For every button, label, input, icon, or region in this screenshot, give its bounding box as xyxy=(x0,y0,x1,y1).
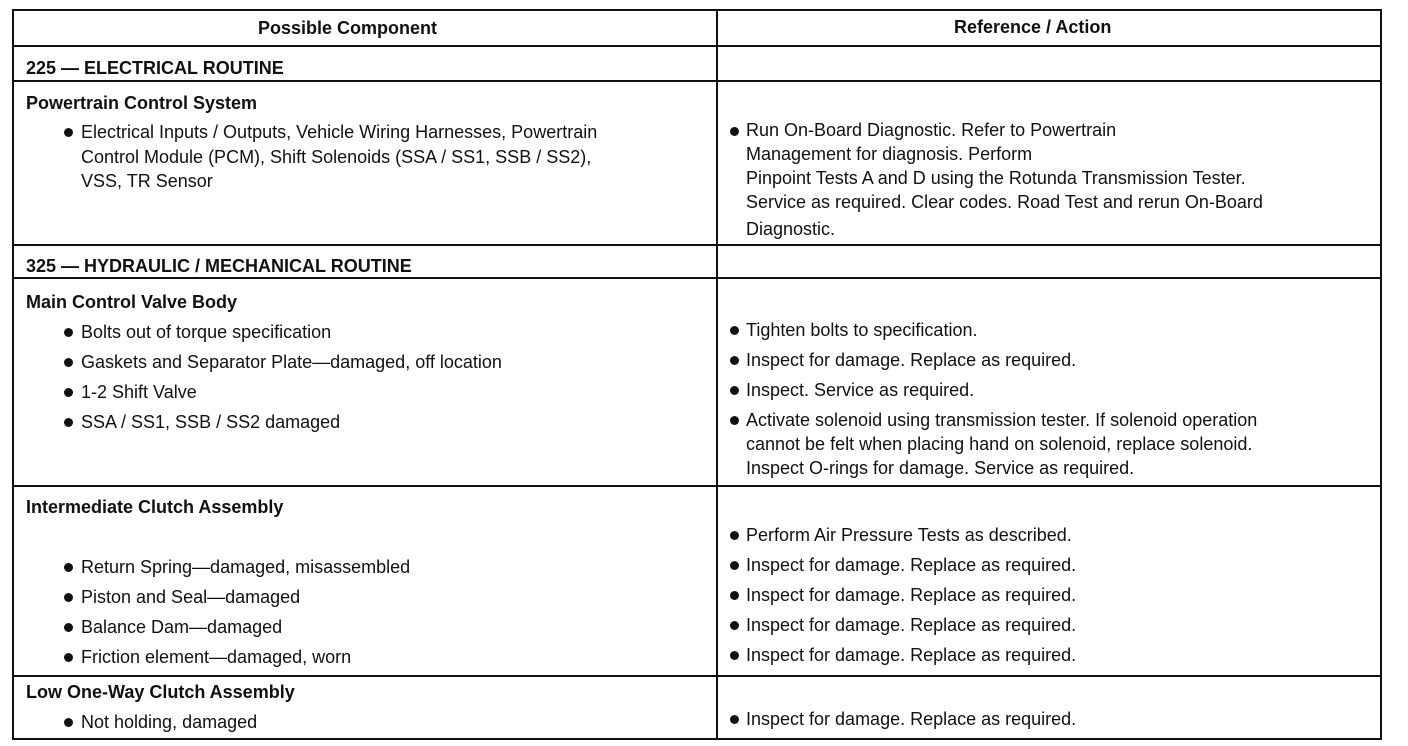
bullet-icon xyxy=(64,563,73,572)
bullet-icon xyxy=(730,621,739,630)
bullet-icon xyxy=(730,356,739,365)
action-line: Service as required. Clear codes. Road Test and rerun On-Board xyxy=(746,192,1263,212)
bullet-icon xyxy=(64,718,73,727)
component-line: SSA / SS1, SSB / SS2 damaged xyxy=(81,412,341,432)
action-line: Management for diagnosis. Perform xyxy=(746,144,1033,164)
bullet-icon xyxy=(64,593,73,602)
bullet-icon xyxy=(730,386,739,395)
table-border-left xyxy=(12,9,14,740)
component-line: Gaskets and Separator Plate—damaged, off location xyxy=(81,352,502,372)
bullet-icon xyxy=(730,715,739,724)
group-title-intermediate-clutch: Intermediate Clutch Assembly xyxy=(26,497,284,517)
group-title-main-valve: Main Control Valve Body xyxy=(26,292,238,312)
column-header-reference: Reference / Action xyxy=(954,17,1112,37)
bullet-icon xyxy=(730,561,739,570)
component-line: Piston and Seal—damaged xyxy=(81,587,301,607)
bullet-icon xyxy=(730,326,739,335)
column-header-component: Possible Component xyxy=(258,18,438,38)
action-line: Inspect for damage. Replace as required. xyxy=(746,645,1077,665)
action-line: Inspect for damage. Replace as required. xyxy=(746,585,1077,605)
bullet-icon xyxy=(64,418,73,427)
row-rule xyxy=(12,485,1382,487)
header-rule xyxy=(12,45,1382,47)
section-title-electrical: 225 — ELECTRICAL ROUTINE xyxy=(26,58,284,78)
diagnostic-table xyxy=(12,9,1382,740)
table-border-right xyxy=(1380,9,1382,740)
action-line: Run On-Board Diagnostic. Refer to Powertrain xyxy=(746,120,1117,140)
component-line: VSS, TR Sensor xyxy=(81,171,213,191)
component-line: Balance Dam—damaged xyxy=(81,617,283,637)
action-line: Inspect O-rings for damage. Service as required. xyxy=(746,458,1135,478)
component-line: Control Module (PCM), Shift Solenoids (SSA / SS1, SSB / SS2), xyxy=(81,147,592,167)
bullet-icon xyxy=(730,416,739,425)
component-line: Bolts out of torque specification xyxy=(81,322,332,342)
component-line: Friction element—damaged, worn xyxy=(81,647,352,667)
action-line: Inspect for damage. Replace as required. xyxy=(746,615,1077,635)
bullet-icon xyxy=(730,531,739,540)
table-border-top xyxy=(12,9,1382,11)
component-line: Electrical Inputs / Outputs, Vehicle Wiring Harnesses, Powertrain xyxy=(81,122,598,142)
action-line: Diagnostic. xyxy=(746,219,836,239)
action-line: Inspect for damage. Replace as required. xyxy=(746,709,1077,729)
bullet-icon xyxy=(730,127,739,136)
action-line: Inspect for damage. Replace as required. xyxy=(746,350,1077,370)
table-border-bottom xyxy=(12,738,1382,740)
bullet-icon xyxy=(64,653,73,662)
component-line: Not holding, damaged xyxy=(81,712,258,732)
component-line: Return Spring—damaged, misassembled xyxy=(81,557,411,577)
row-rule xyxy=(12,244,1382,246)
action-line: cannot be felt when placing hand on solenoid, replace solenoid. xyxy=(746,434,1253,454)
group-title-powertrain: Powertrain Control System xyxy=(26,93,258,113)
action-line: Perform Air Pressure Tests as described. xyxy=(746,525,1072,545)
component-line: 1-2 Shift Valve xyxy=(81,382,197,402)
action-line: Activate solenoid using transmission tester. If solenoid operation xyxy=(746,410,1258,430)
action-line: Tighten bolts to specification. xyxy=(746,320,978,340)
bullet-icon xyxy=(730,591,739,600)
bullet-icon xyxy=(730,651,739,660)
row-rule xyxy=(12,80,1382,82)
bullet-icon xyxy=(64,328,73,337)
section-title-hydraulic: 325 — HYDRAULIC / MECHANICAL ROUTINE xyxy=(26,256,412,276)
bullet-icon xyxy=(64,388,73,397)
bullet-icon xyxy=(64,358,73,367)
bullet-icon xyxy=(64,128,73,137)
action-line: Inspect for damage. Replace as required. xyxy=(746,555,1077,575)
group-title-low-oneway-clutch: Low One-Way Clutch Assembly xyxy=(26,682,295,702)
row-rule xyxy=(12,675,1382,677)
bullet-icon xyxy=(64,623,73,632)
action-line: Inspect. Service as required. xyxy=(746,380,975,400)
action-line: Pinpoint Tests A and D using the Rotunda Transmission Tester. xyxy=(746,168,1246,188)
column-divider xyxy=(716,9,718,740)
